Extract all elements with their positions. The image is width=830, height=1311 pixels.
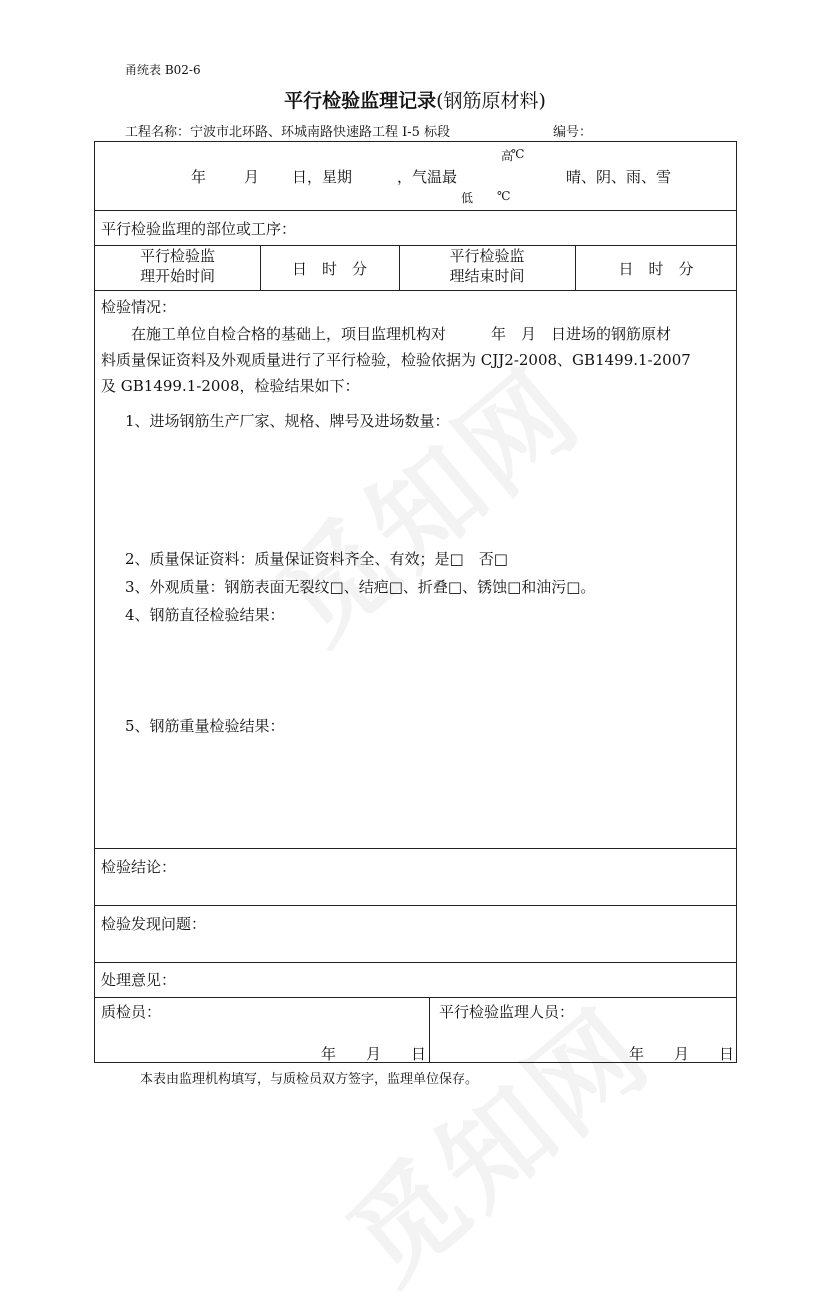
- row-divider: [95, 210, 736, 211]
- inspector-date: 年 月 日: [321, 1045, 427, 1063]
- start-label-line2: 理开始时间: [139, 267, 215, 285]
- supervisor-date: 年 月 日: [629, 1045, 735, 1063]
- inspection-item-3: 3、外观质量：钢筋表面无裂纹□、结疤□、折叠□、锈蚀□和油污□。: [125, 578, 596, 596]
- start-time-label: [95, 246, 260, 286]
- footer-note: 本表由监理机构填写，与质检员双方签字，监理单位保存。: [140, 1072, 479, 1087]
- problems-label: 检验发现问题：: [101, 915, 207, 933]
- end-time-value: 日 时 分: [618, 260, 694, 278]
- temperature-label: ，气温最: [397, 168, 458, 186]
- form-number: 甬统表 B02-6: [125, 63, 201, 77]
- inspection-item-5: 5、钢筋重量检验结果：: [125, 717, 285, 735]
- row-divider: [95, 905, 736, 906]
- col-divider: [429, 997, 430, 1063]
- inspection-heading: 检验情况：: [101, 298, 177, 316]
- end-time-label: [399, 246, 575, 286]
- temp-low-unit: ℃: [497, 189, 511, 203]
- inspector-label: 质检员：: [101, 1003, 162, 1021]
- temp-high-label: 高: [501, 149, 514, 163]
- day-weekday-label: 日，星期: [292, 168, 353, 186]
- location-label: 平行检验监理的部位或工序：: [101, 220, 297, 238]
- start-time-value: 日 时 分: [291, 260, 367, 278]
- end-label-line2: 理结束时间: [449, 267, 525, 285]
- temp-high-unit: ℃: [511, 147, 525, 161]
- record-table: [94, 141, 737, 1063]
- opinion-label: 处理意见：: [101, 971, 177, 989]
- project-name: 工程名称：宁波市北环路、环城南路快速路工程 I-5 标段: [125, 125, 451, 140]
- intro-line-2: 料质量保证资料及外观质量进行了平行检验，检验依据为 CJJ2-2008、GB1499.1-2007: [101, 351, 691, 369]
- conclusion-label: 检验结论：: [101, 858, 177, 876]
- row-divider: [95, 997, 736, 998]
- row-divider: [95, 848, 736, 849]
- supervisor-label: 平行检验监理人员：: [439, 1003, 575, 1021]
- temp-low-label: 低: [461, 191, 474, 205]
- end-label-line1: 平行检验监: [449, 247, 525, 265]
- start-label-line1: 平行检验监: [139, 247, 215, 265]
- intro-line-1: 在施工单位自检合格的基础上，项目监理机构对 年 月 日进场的钢筋原材: [131, 325, 672, 343]
- weather-options: 晴、阴、雨、雪: [566, 168, 672, 186]
- inspection-item-4: 4、钢筋直径检验结果：: [125, 606, 285, 624]
- title-main: 平行检验监理记录: [284, 90, 437, 112]
- month-label: 月: [244, 168, 260, 186]
- inspection-intro: [101, 321, 728, 399]
- page-title: [0, 86, 830, 113]
- row-divider: [95, 962, 736, 963]
- inspection-item-1: 1、进场钢筋生产厂家、规格、牌号及进场数量：: [125, 412, 450, 430]
- year-label: 年: [191, 168, 207, 186]
- record-number-label: 编号：: [553, 125, 593, 140]
- row-divider: [95, 290, 736, 291]
- inspection-item-2: 2、质量保证资料：质量保证资料齐全、有效；是□ 否□: [125, 550, 508, 568]
- intro-line-3: 及 GB1499.1-2008，检验结果如下：: [101, 377, 360, 395]
- title-sub: (钢筋原材料): [436, 90, 546, 112]
